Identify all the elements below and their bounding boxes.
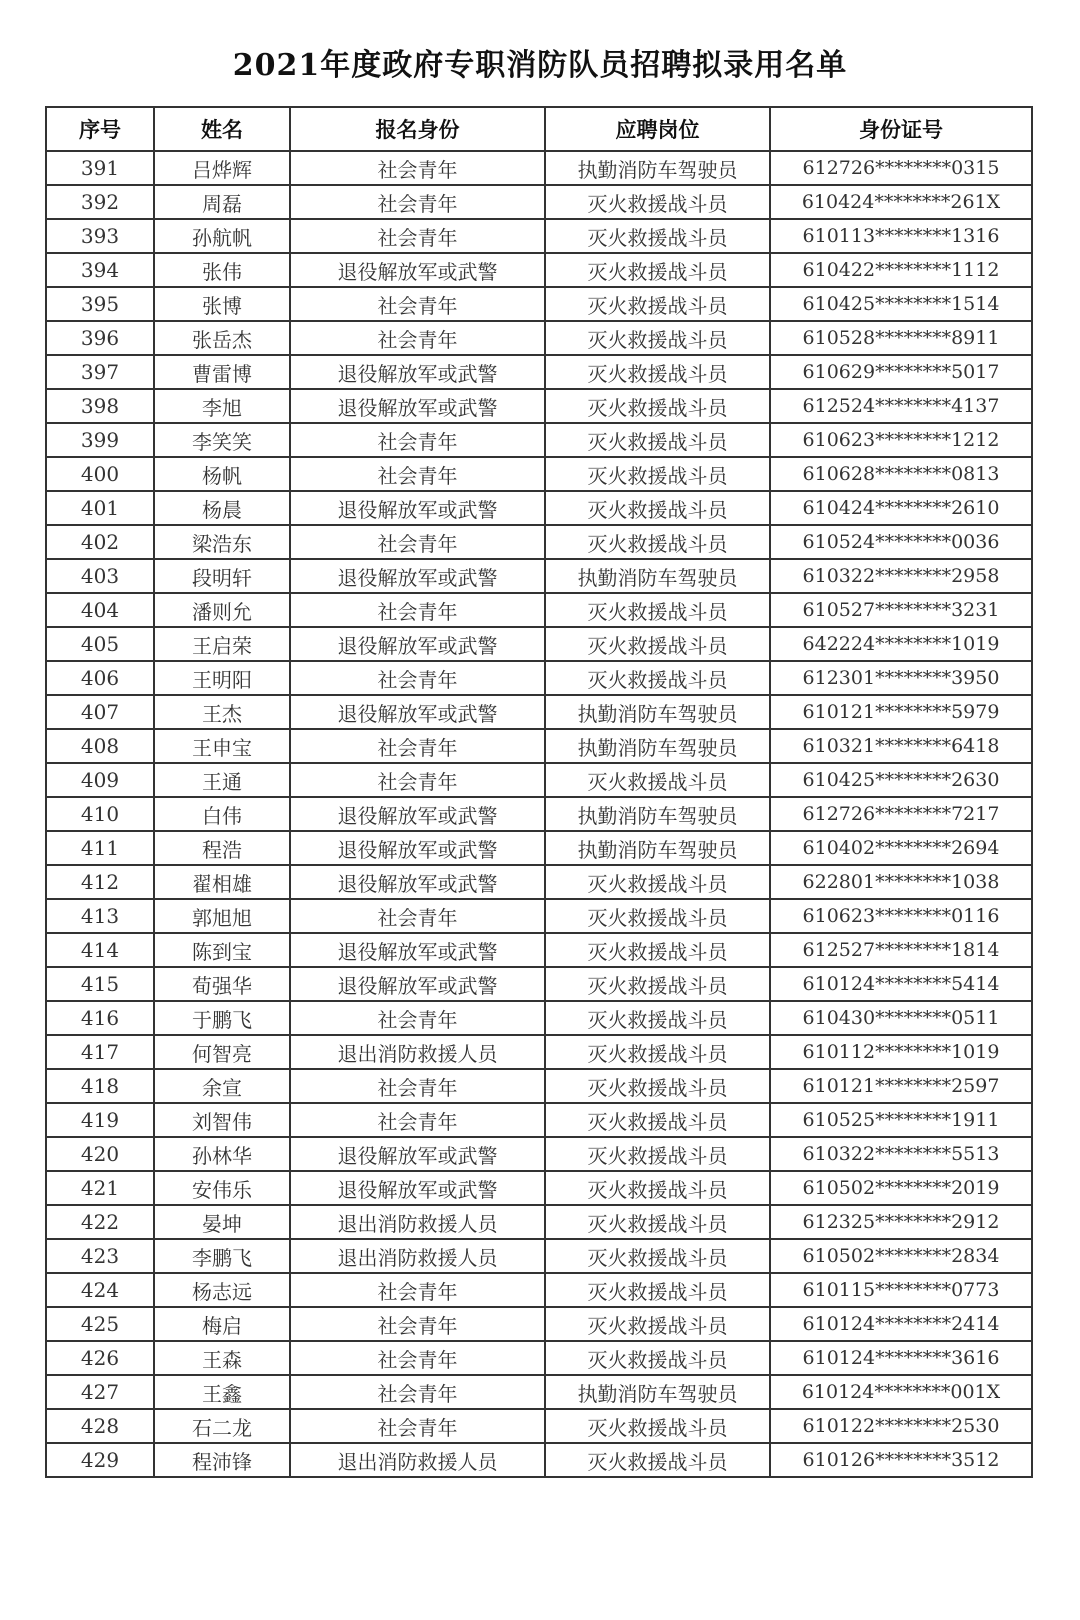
seq-cell: 408 [46,729,154,763]
name-cell: 王明阳 [154,661,290,695]
name-cell: 李旭 [154,389,290,423]
identity-cell: 社会青年 [290,1307,545,1341]
id-number-cell: 612325********2912 [770,1205,1032,1239]
name-cell: 刘智伟 [154,1103,290,1137]
table-row [46,797,1032,831]
id-number-cell: 610124********001X [770,1375,1032,1409]
id-number-cell: 610124********3616 [770,1341,1032,1375]
position-cell: 执勤消防车驾驶员 [545,559,770,593]
table-row [46,525,1032,559]
table-row [46,1239,1032,1273]
name-cell: 李鹏飞 [154,1239,290,1273]
identity-cell: 退役解放军或武警 [290,355,545,389]
seq-cell: 395 [46,287,154,321]
id-number-cell: 610425********2630 [770,763,1032,797]
table-body [46,151,1032,1477]
position-cell: 灭火救援战斗员 [545,355,770,389]
name-cell: 翟相雄 [154,865,290,899]
seq-cell: 414 [46,933,154,967]
seq-cell: 412 [46,865,154,899]
id-number-cell: 610502********2834 [770,1239,1032,1273]
position-cell: 灭火救援战斗员 [545,865,770,899]
name-cell: 孙航帆 [154,219,290,253]
header-row [46,107,1032,151]
identity-cell: 社会青年 [290,763,545,797]
position-cell: 灭火救援战斗员 [545,1171,770,1205]
position-cell: 灭火救援战斗员 [545,1001,770,1035]
table-row [46,933,1032,967]
name-cell: 王森 [154,1341,290,1375]
table-row [46,287,1032,321]
seq-cell: 427 [46,1375,154,1409]
table-row [46,695,1032,729]
name-cell: 郭旭旭 [154,899,290,933]
name-cell: 王申宝 [154,729,290,763]
table-row [46,1307,1032,1341]
id-number-cell: 610628********0813 [770,457,1032,491]
identity-cell: 社会青年 [290,321,545,355]
identity-cell: 社会青年 [290,1409,545,1443]
document-title: 2021年度政府专职消防队员招聘拟录用名单 [232,48,848,83]
table-row [46,457,1032,491]
position-cell: 灭火救援战斗员 [545,1035,770,1069]
id-number-cell: 610122********2530 [770,1409,1032,1443]
id-number-cell: 610524********0036 [770,525,1032,559]
id-number-cell: 610425********1514 [770,287,1032,321]
id-number-cell: 610527********3231 [770,593,1032,627]
table-row [46,967,1032,1001]
name-cell: 潘则允 [154,593,290,627]
seq-cell: 392 [46,185,154,219]
table-row [46,763,1032,797]
position-cell: 灭火救援战斗员 [545,1137,770,1171]
identity-cell: 退役解放军或武警 [290,797,545,831]
name-cell: 于鹏飞 [154,1001,290,1035]
identity-cell: 退役解放军或武警 [290,933,545,967]
seq-cell: 407 [46,695,154,729]
position-cell: 灭火救援战斗员 [545,1273,770,1307]
name-cell: 李笑笑 [154,423,290,457]
seq-cell: 410 [46,797,154,831]
seq-cell: 398 [46,389,154,423]
id-number-cell: 610121********5979 [770,695,1032,729]
seq-cell: 411 [46,831,154,865]
name-cell: 程浩 [154,831,290,865]
identity-cell: 退出消防救援人员 [290,1239,545,1273]
position-cell: 灭火救援战斗员 [545,389,770,423]
id-number-cell: 610623********0116 [770,899,1032,933]
name-cell: 杨志远 [154,1273,290,1307]
seq-cell: 391 [46,151,154,185]
position-cell: 灭火救援战斗员 [545,933,770,967]
position-cell: 灭火救援战斗员 [545,525,770,559]
position-cell: 执勤消防车驾驶员 [545,797,770,831]
position-cell: 灭火救援战斗员 [545,1069,770,1103]
name-cell: 杨晨 [154,491,290,525]
name-cell: 杨帆 [154,457,290,491]
name-cell: 王鑫 [154,1375,290,1409]
name-cell: 王启荣 [154,627,290,661]
identity-cell: 社会青年 [290,287,545,321]
name-cell: 张博 [154,287,290,321]
table-row [46,1341,1032,1375]
table-row [46,593,1032,627]
table-row [46,729,1032,763]
position-cell: 灭火救援战斗员 [545,1409,770,1443]
position-cell: 灭火救援战斗员 [545,627,770,661]
identity-cell: 退役解放军或武警 [290,831,545,865]
identity-cell: 退役解放军或武警 [290,389,545,423]
table-row [46,151,1032,185]
identity-cell: 退出消防救援人员 [290,1035,545,1069]
seq-cell: 393 [46,219,154,253]
table-row [46,491,1032,525]
table-row [46,1205,1032,1239]
name-cell: 王通 [154,763,290,797]
identity-cell: 退役解放军或武警 [290,1137,545,1171]
id-number-cell: 612524********4137 [770,389,1032,423]
name-cell: 余宣 [154,1069,290,1103]
name-cell: 吕烨辉 [154,151,290,185]
id-number-cell: 610321********6418 [770,729,1032,763]
identity-cell: 社会青年 [290,1273,545,1307]
table-row [46,1069,1032,1103]
identity-cell: 社会青年 [290,1103,545,1137]
seq-cell: 404 [46,593,154,627]
name-cell: 晏坤 [154,1205,290,1239]
identity-cell: 退役解放军或武警 [290,559,545,593]
seq-cell: 423 [46,1239,154,1273]
table-row [46,627,1032,661]
table-row [46,899,1032,933]
position-cell: 执勤消防车驾驶员 [545,695,770,729]
seq-cell: 424 [46,1273,154,1307]
table-row [46,423,1032,457]
position-cell: 执勤消防车驾驶员 [545,1375,770,1409]
table-row [46,389,1032,423]
seq-cell: 409 [46,763,154,797]
position-cell: 灭火救援战斗员 [545,321,770,355]
table-row [46,1409,1032,1443]
name-cell: 梅启 [154,1307,290,1341]
table-row [46,661,1032,695]
header-name: 姓名 [154,107,290,151]
seq-cell: 396 [46,321,154,355]
position-cell: 灭火救援战斗员 [545,763,770,797]
position-cell: 灭火救援战斗员 [545,219,770,253]
seq-cell: 422 [46,1205,154,1239]
identity-cell: 社会青年 [290,1341,545,1375]
id-number-cell: 610322********5513 [770,1137,1032,1171]
name-cell: 何智亮 [154,1035,290,1069]
id-number-cell: 622801********1038 [770,865,1032,899]
seq-cell: 397 [46,355,154,389]
id-number-cell: 612301********3950 [770,661,1032,695]
table-row [46,219,1032,253]
identity-cell: 社会青年 [290,899,545,933]
id-number-cell: 642224********1019 [770,627,1032,661]
position-cell: 灭火救援战斗员 [545,457,770,491]
name-cell: 段明轩 [154,559,290,593]
id-number-cell: 610402********2694 [770,831,1032,865]
seq-cell: 406 [46,661,154,695]
position-cell: 灭火救援战斗员 [545,899,770,933]
seq-cell: 400 [46,457,154,491]
seq-cell: 429 [46,1443,154,1477]
identity-cell: 社会青年 [290,729,545,763]
table-row [46,1273,1032,1307]
position-cell: 灭火救援战斗员 [545,253,770,287]
identity-cell: 社会青年 [290,423,545,457]
identity-cell: 社会青年 [290,1375,545,1409]
name-cell: 周磊 [154,185,290,219]
name-cell: 程沛锋 [154,1443,290,1477]
position-cell: 执勤消防车驾驶员 [545,831,770,865]
name-cell: 张伟 [154,253,290,287]
table-row [46,831,1032,865]
position-cell: 灭火救援战斗员 [545,593,770,627]
name-cell: 陈到宝 [154,933,290,967]
table-row [46,1035,1032,1069]
id-number-cell: 610424********261X [770,185,1032,219]
identity-cell: 退出消防救援人员 [290,1205,545,1239]
id-number-cell: 610528********8911 [770,321,1032,355]
position-cell: 执勤消防车驾驶员 [545,729,770,763]
id-number-cell: 610430********0511 [770,1001,1032,1035]
header-seq: 序号 [46,107,154,151]
seq-cell: 421 [46,1171,154,1205]
id-number-cell: 610424********2610 [770,491,1032,525]
position-cell: 灭火救援战斗员 [545,1205,770,1239]
seq-cell: 425 [46,1307,154,1341]
header-position: 应聘岗位 [545,107,770,151]
identity-cell: 退役解放军或武警 [290,253,545,287]
name-cell: 王杰 [154,695,290,729]
seq-cell: 418 [46,1069,154,1103]
id-number-cell: 610113********1316 [770,219,1032,253]
id-number-cell: 610112********1019 [770,1035,1032,1069]
table-row [46,865,1032,899]
name-cell: 张岳杰 [154,321,290,355]
id-number-cell: 610124********2414 [770,1307,1032,1341]
seq-cell: 417 [46,1035,154,1069]
position-cell: 灭火救援战斗员 [545,1307,770,1341]
position-cell: 灭火救援战斗员 [545,967,770,1001]
seq-cell: 419 [46,1103,154,1137]
position-cell: 灭火救援战斗员 [545,1239,770,1273]
position-cell: 灭火救援战斗员 [545,1443,770,1477]
position-cell: 灭火救援战斗员 [545,1103,770,1137]
identity-cell: 社会青年 [290,1001,545,1035]
position-cell: 灭火救援战斗员 [545,423,770,457]
table-row [46,355,1032,389]
table-row [46,321,1032,355]
id-number-cell: 610126********3512 [770,1443,1032,1477]
position-cell: 执勤消防车驾驶员 [545,151,770,185]
table-row [46,1171,1032,1205]
seq-cell: 405 [46,627,154,661]
seq-cell: 399 [46,423,154,457]
position-cell: 灭火救援战斗员 [545,287,770,321]
id-number-cell: 610623********1212 [770,423,1032,457]
identity-cell: 社会青年 [290,151,545,185]
identity-cell: 社会青年 [290,1069,545,1103]
header-identity: 报名身份 [290,107,545,151]
seq-cell: 420 [46,1137,154,1171]
identity-cell: 退役解放军或武警 [290,491,545,525]
id-number-cell: 610525********1911 [770,1103,1032,1137]
table-row [46,1137,1032,1171]
identity-cell: 退役解放军或武警 [290,967,545,1001]
name-cell: 石二龙 [154,1409,290,1443]
position-cell: 灭火救援战斗员 [545,661,770,695]
seq-cell: 426 [46,1341,154,1375]
identity-cell: 退役解放军或武警 [290,695,545,729]
identity-cell: 退役解放军或武警 [290,627,545,661]
id-number-cell: 612527********1814 [770,933,1032,967]
table-row [46,185,1032,219]
seq-cell: 413 [46,899,154,933]
identity-cell: 退役解放军或武警 [290,1171,545,1205]
table-row [46,1443,1032,1477]
identity-cell: 社会青年 [290,185,545,219]
table-row [46,253,1032,287]
name-cell: 安伟乐 [154,1171,290,1205]
name-cell: 曹雷博 [154,355,290,389]
identity-cell: 退役解放军或武警 [290,865,545,899]
candidate-table [45,106,1033,1478]
id-number-cell: 610115********0773 [770,1273,1032,1307]
name-cell: 梁浩东 [154,525,290,559]
seq-cell: 416 [46,1001,154,1035]
table-row [46,559,1032,593]
table-row [46,1103,1032,1137]
seq-cell: 415 [46,967,154,1001]
identity-cell: 社会青年 [290,219,545,253]
id-number-cell: 610629********5017 [770,355,1032,389]
name-cell: 荀强华 [154,967,290,1001]
position-cell: 灭火救援战斗员 [545,491,770,525]
seq-cell: 401 [46,491,154,525]
table-row [46,1001,1032,1035]
id-number-cell: 610502********2019 [770,1171,1032,1205]
seq-cell: 402 [46,525,154,559]
identity-cell: 社会青年 [290,525,545,559]
seq-cell: 428 [46,1409,154,1443]
identity-cell: 社会青年 [290,593,545,627]
seq-cell: 403 [46,559,154,593]
name-cell: 孙林华 [154,1137,290,1171]
id-number-cell: 612726********7217 [770,797,1032,831]
name-cell: 白伟 [154,797,290,831]
table-row [46,1375,1032,1409]
seq-cell: 394 [46,253,154,287]
header-id-number: 身份证号 [770,107,1032,151]
id-number-cell: 612726********0315 [770,151,1032,185]
position-cell: 灭火救援战斗员 [545,185,770,219]
id-number-cell: 610124********5414 [770,967,1032,1001]
position-cell: 灭火救援战斗员 [545,1341,770,1375]
identity-cell: 社会青年 [290,661,545,695]
identity-cell: 退出消防救援人员 [290,1443,545,1477]
id-number-cell: 610121********2597 [770,1069,1032,1103]
id-number-cell: 610422********1112 [770,253,1032,287]
table-header [46,107,1032,151]
identity-cell: 社会青年 [290,457,545,491]
id-number-cell: 610322********2958 [770,559,1032,593]
